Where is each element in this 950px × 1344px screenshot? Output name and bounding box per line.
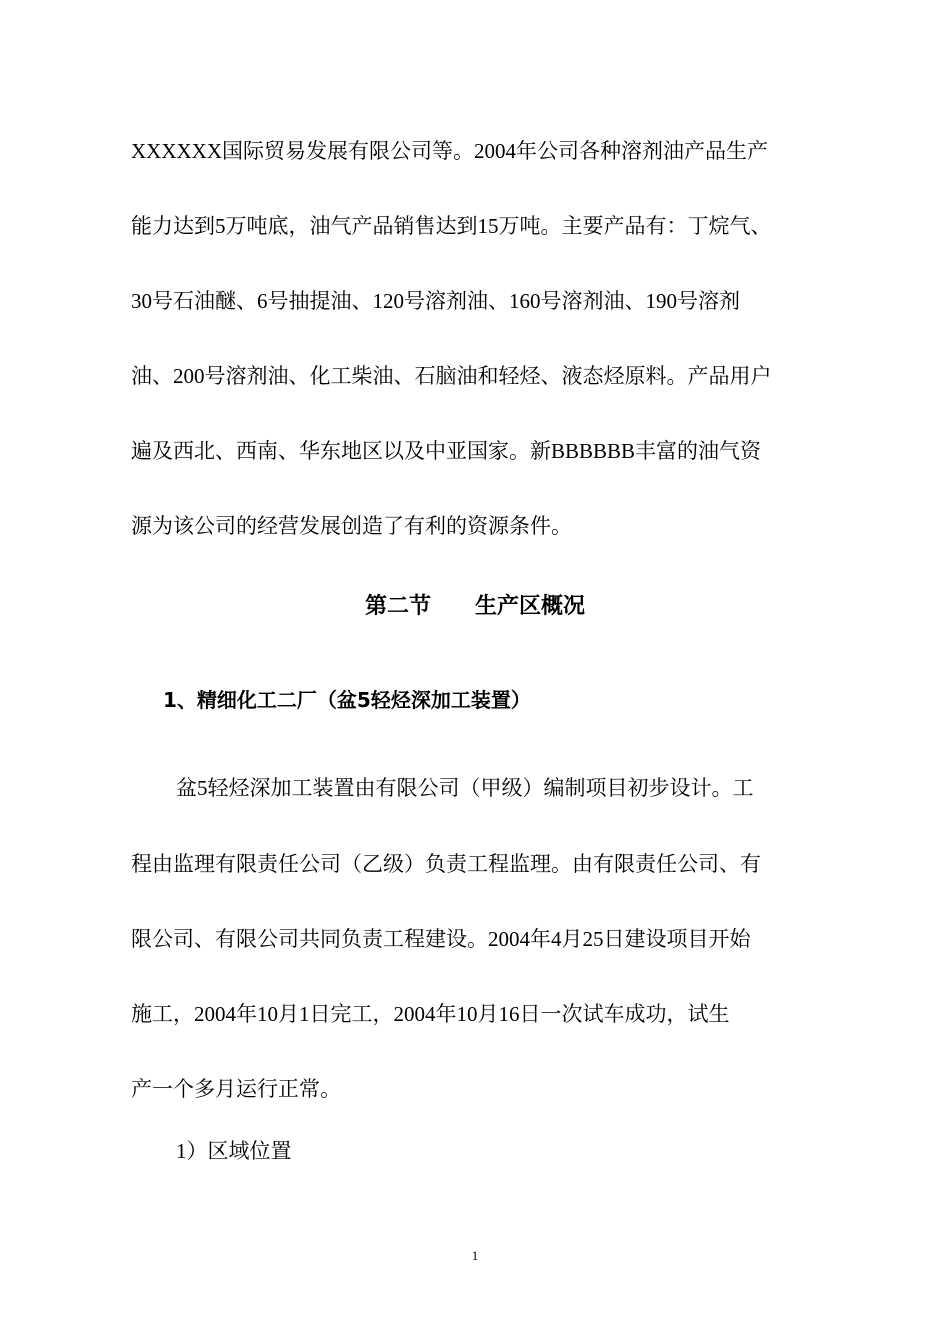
paragraph-1-line: 遍及西北、西南、华东地区以及中亚国家。新BBBBBB丰富的油气资 — [131, 439, 762, 463]
paragraph-1-line: 源为该公司的经营发展创造了有利的资源条件。 — [131, 514, 572, 538]
page-number: 1 — [471, 1248, 479, 1263]
paragraph-1-line: XXXXXX国际贸易发展有限公司等。2004年公司各种溶剂油产品生产 — [131, 139, 768, 163]
paragraph-2-line: 施工，2004年10月1日完工，2004年10月16日一次试车成功，试生 — [131, 1002, 730, 1026]
section-title — [0, 592, 950, 622]
paragraph-2-line: 盆5轻烃深加工装置由有限公司（甲级）编制项目初步设计。工 — [176, 776, 754, 800]
paragraph-1-line: 30号石油醚、6号抽提油、120号溶剂油、160号溶剂油、190号溶剂 — [131, 289, 740, 313]
section-number: 第二节 — [364, 594, 431, 619]
subsection-title: 1、精细化工二厂（盆5轻烃深加工装置） — [163, 688, 531, 712]
section-name: 生产区概况 — [475, 594, 586, 619]
paragraph-2-line: 程由监理有限责任公司（乙级）负责工程监理。由有限责任公司、有 — [131, 852, 761, 876]
paragraph-2-line: 产一个多月运行正常。 — [131, 1077, 341, 1101]
item-label: 1）区域位置 — [176, 1139, 292, 1163]
paragraph-1-line: 油、200号溶剂油、化工柴油、石脑油和轻烃、液态烃原料。产品用户 — [131, 364, 772, 388]
paragraph-1-line: 能力达到5万吨底，油气产品销售达到15万吨。主要产品有：丁烷气、 — [131, 214, 772, 238]
paragraph-2-line: 限公司、有限公司共同负责工程建设。2004年4月25日建设项目开始 — [131, 927, 751, 951]
